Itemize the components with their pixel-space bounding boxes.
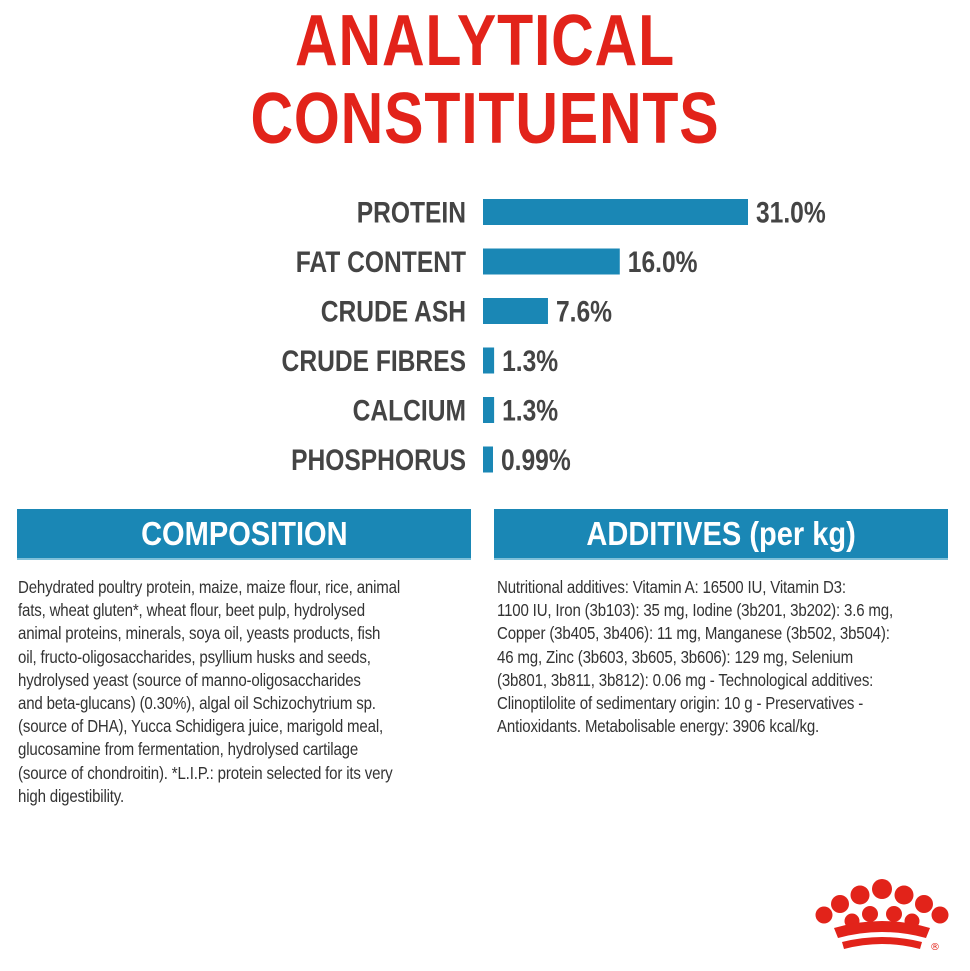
composition-divider bbox=[17, 558, 471, 560]
category-label: CRUDE ASH bbox=[320, 294, 466, 328]
value-label: 7.6% bbox=[555, 294, 613, 328]
category-label: CALCIUM bbox=[352, 393, 466, 427]
value-label: 1.3% bbox=[502, 343, 559, 378]
bar bbox=[483, 298, 548, 324]
composition-text bbox=[18, 576, 478, 808]
crown-icon bbox=[812, 876, 952, 956]
additives-line: Copper (3b405, 3b406): 11 mg, Manganese (3b502, 3b504): bbox=[497, 623, 890, 644]
composition-line: animal proteins, minerals, soya oil, yeasts products, fish bbox=[18, 623, 381, 644]
additives-line: Nutritional additives: Vitamin A: 16500 IU, Vitamin D3: bbox=[497, 577, 846, 597]
value-label: 31.0% bbox=[756, 195, 826, 229]
composition-heading: COMPOSITION bbox=[140, 515, 348, 552]
composition-line: glucosamine from fermentation, hydrolysed cartilage bbox=[18, 739, 359, 760]
bar bbox=[483, 447, 493, 473]
composition-line: high digestibility. bbox=[18, 785, 125, 806]
bar bbox=[483, 348, 494, 374]
additives-line: 1100 IU, Iron (3b103): 35 mg, Iodine (3b201, 3b202): 3.6 mg, bbox=[497, 600, 894, 621]
category-label: PHOSPHORUS bbox=[291, 442, 466, 477]
composition-line: (source of chondroitin). *L.I.P.: protein selected for its very bbox=[18, 762, 393, 783]
category-label: FAT CONTENT bbox=[295, 244, 466, 279]
composition-line: (source of DHA), Yucca Schidigera juice, marigold meal, bbox=[18, 716, 384, 737]
composition-line: fats, wheat gluten*, wheat flour, beet pulp, hydrolysed bbox=[18, 600, 365, 621]
bar bbox=[483, 249, 620, 275]
category-label: PROTEIN bbox=[356, 195, 466, 229]
value-label: 0.99% bbox=[501, 442, 571, 477]
additives-text bbox=[497, 576, 957, 738]
bar bbox=[483, 199, 748, 225]
additives-line: Antioxidants. Metabolisable energy: 3906 kcal/kg. bbox=[497, 716, 820, 737]
value-label: 1.3% bbox=[502, 393, 559, 427]
bar bbox=[483, 397, 494, 423]
registered-mark: ® bbox=[930, 942, 940, 953]
composition-line: Dehydrated poultry protein, maize, maize flour, rice, animal bbox=[18, 577, 401, 597]
title-line-1: ANALYTICAL bbox=[295, 1, 675, 81]
additives-header bbox=[494, 509, 948, 558]
composition-header bbox=[17, 509, 471, 558]
composition-line: hydrolysed yeast (source of manno-oligosaccharides bbox=[18, 669, 361, 690]
additives-line: 46 mg, Zinc (3b603, 3b605, 3b606): 129 mg, Selenium bbox=[497, 646, 853, 667]
composition-line: oil, fructo-oligosaccharides, psyllium husks and seeds, bbox=[18, 646, 371, 667]
category-label: CRUDE FIBRES bbox=[281, 343, 466, 378]
title-line-2: CONSTITUENTS bbox=[250, 79, 720, 159]
additives-divider bbox=[494, 558, 948, 560]
additives-line: (3b801, 3b811, 3b812): 0.06 mg - Technological additives: bbox=[497, 669, 874, 690]
additives-heading: ADDITIVES (per kg) bbox=[586, 515, 856, 552]
composition-line: and beta-glucans) (0.30%), algal oil Schizochytrium sp. bbox=[18, 693, 376, 714]
value-label: 16.0% bbox=[627, 244, 698, 279]
additives-line: Clinoptilolite of sedimentary origin: 10 g - Preservatives - bbox=[497, 693, 864, 714]
